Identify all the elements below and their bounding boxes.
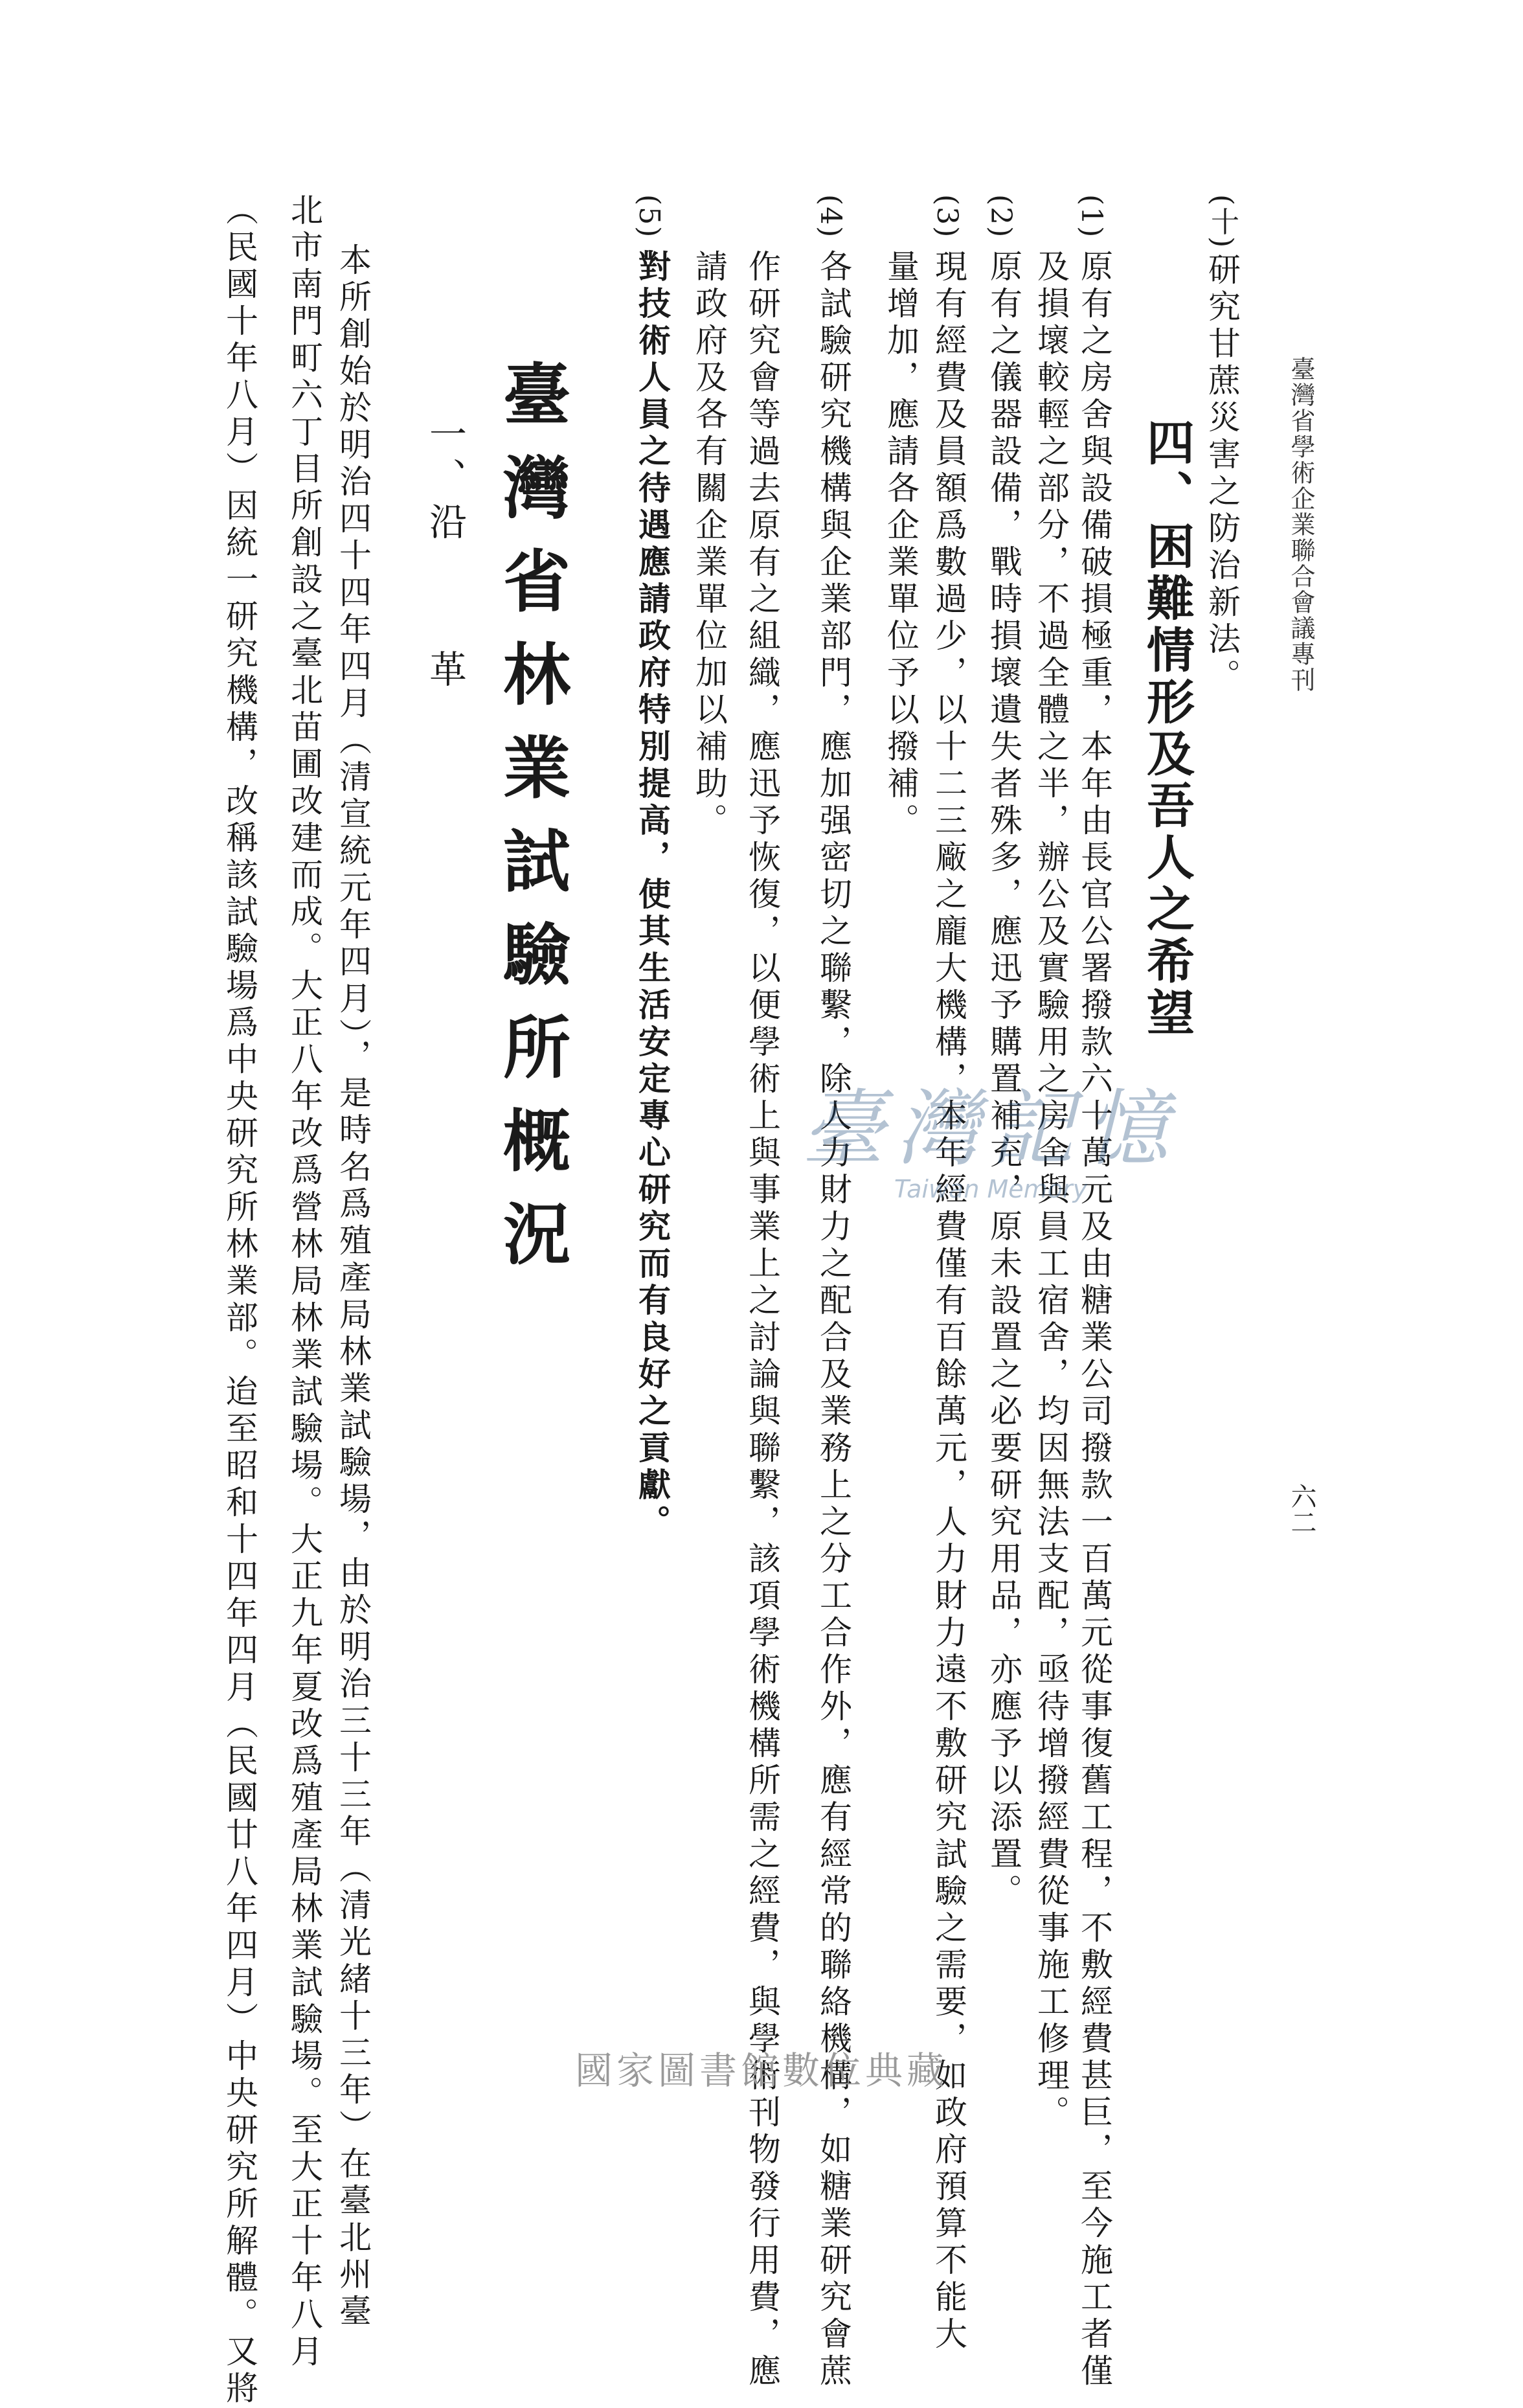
page-number: 六二 bbox=[1287, 1483, 1316, 1535]
item-4-line-3: 請政府及各有關企業單位加以補助。 bbox=[690, 249, 728, 840]
item-1-marker: (1) bbox=[1075, 194, 1108, 239]
footer-credit: 國家圖書館數位典藏 bbox=[574, 2049, 948, 2093]
item-5-line-1: 對技術人員之待遇應請政府特別提高，使其生活安定專心研究而有良好之貢獻。 bbox=[633, 249, 671, 1541]
item-5-marker: (5) bbox=[633, 194, 666, 239]
item-3-marker: (3) bbox=[931, 194, 964, 239]
item-4-line-1: 各試驗研究機構與企業部門，應加强密切之聯繫，除人力財力之配合及業務上之分工合作外，應有經常的聯絡機構，如糖業研究會蔗 bbox=[815, 249, 852, 2391]
watermark bbox=[751, 1062, 1230, 1203]
article-line-2: 北市南門町六丁目所創設之臺北苗圃改建而成。大正八年改爲營林局林業試驗場。大正九年夏改爲殖產局林業試驗場。至大正十年八月 bbox=[286, 193, 323, 2371]
watermark-title: 臺灣記憶 bbox=[801, 1081, 1180, 1177]
running-title: 臺灣省學術企業聯合會議專刊 bbox=[1287, 356, 1315, 693]
item-2-marker: (2) bbox=[984, 194, 1017, 239]
subheading-text: 沿革 bbox=[423, 502, 467, 797]
watermark-subtitle: Taiwan Memory bbox=[894, 1175, 1088, 1203]
item-3-line-2: 量增加，應請各企業單位予以撥補。 bbox=[882, 249, 919, 840]
article-line-1: 本所創始於明治四十四年四月（清宣統元年四月），是時名爲殖產局林業試驗場，由於明治三十三年（清光緒十三年）在臺北州臺 bbox=[334, 243, 372, 2331]
subheading-number: 一、 bbox=[423, 415, 467, 500]
item-3-line-1: 現有經費及員額爲數過少，以十二三廠之龐大機構，本年經費僅有百餘萬元，人力財力遠不敷研究試驗之需要，如政府預算不能大 bbox=[930, 249, 967, 2354]
section-4-heading: 四、困難情形及吾人之希望 bbox=[1139, 418, 1195, 1039]
item-1-line-1: 原有之房舍與設備破損極重，本年由長官公署撥款六十萬元及由糖業公司撥款一百萬元從事復舊工程，不敷經費甚巨，至今施工者僅 bbox=[1076, 249, 1113, 2391]
item-10-marker: (十) bbox=[1206, 194, 1239, 249]
item-1-line-2: 及損壞較輕之部分，不過全體之半，辦公及實驗用之房舍與員工宿舍，均因無法支配，亟待增撥經費從事施工修理。 bbox=[1032, 249, 1070, 2132]
item-10-text: 研究甘蔗災害之防治新法。 bbox=[1203, 253, 1241, 696]
item-4-line-2: 作研究會等過去原有之組織，應迅予恢復，以便學術上與事業上之討論與聯繫，該項學術機構所需之經費，與學術刊物發行用費，應 bbox=[743, 249, 781, 2391]
article-line-3: （民國十年八月）因統一研究機構，改稱該試驗場爲中央研究所林業部。迨至昭和十四年四月（民國廿八年四月）中央研究所解體。又將 bbox=[221, 193, 258, 2408]
item-4-marker: (4) bbox=[814, 194, 847, 239]
item-2-line-1: 原有之儀器設備，戰時損壞遺失者殊多，應迅予購置補充，原未設置之必要研究用品，亦應予以添置。 bbox=[985, 249, 1022, 1911]
article-title: 臺灣省林業試驗所概況 bbox=[491, 359, 571, 1292]
